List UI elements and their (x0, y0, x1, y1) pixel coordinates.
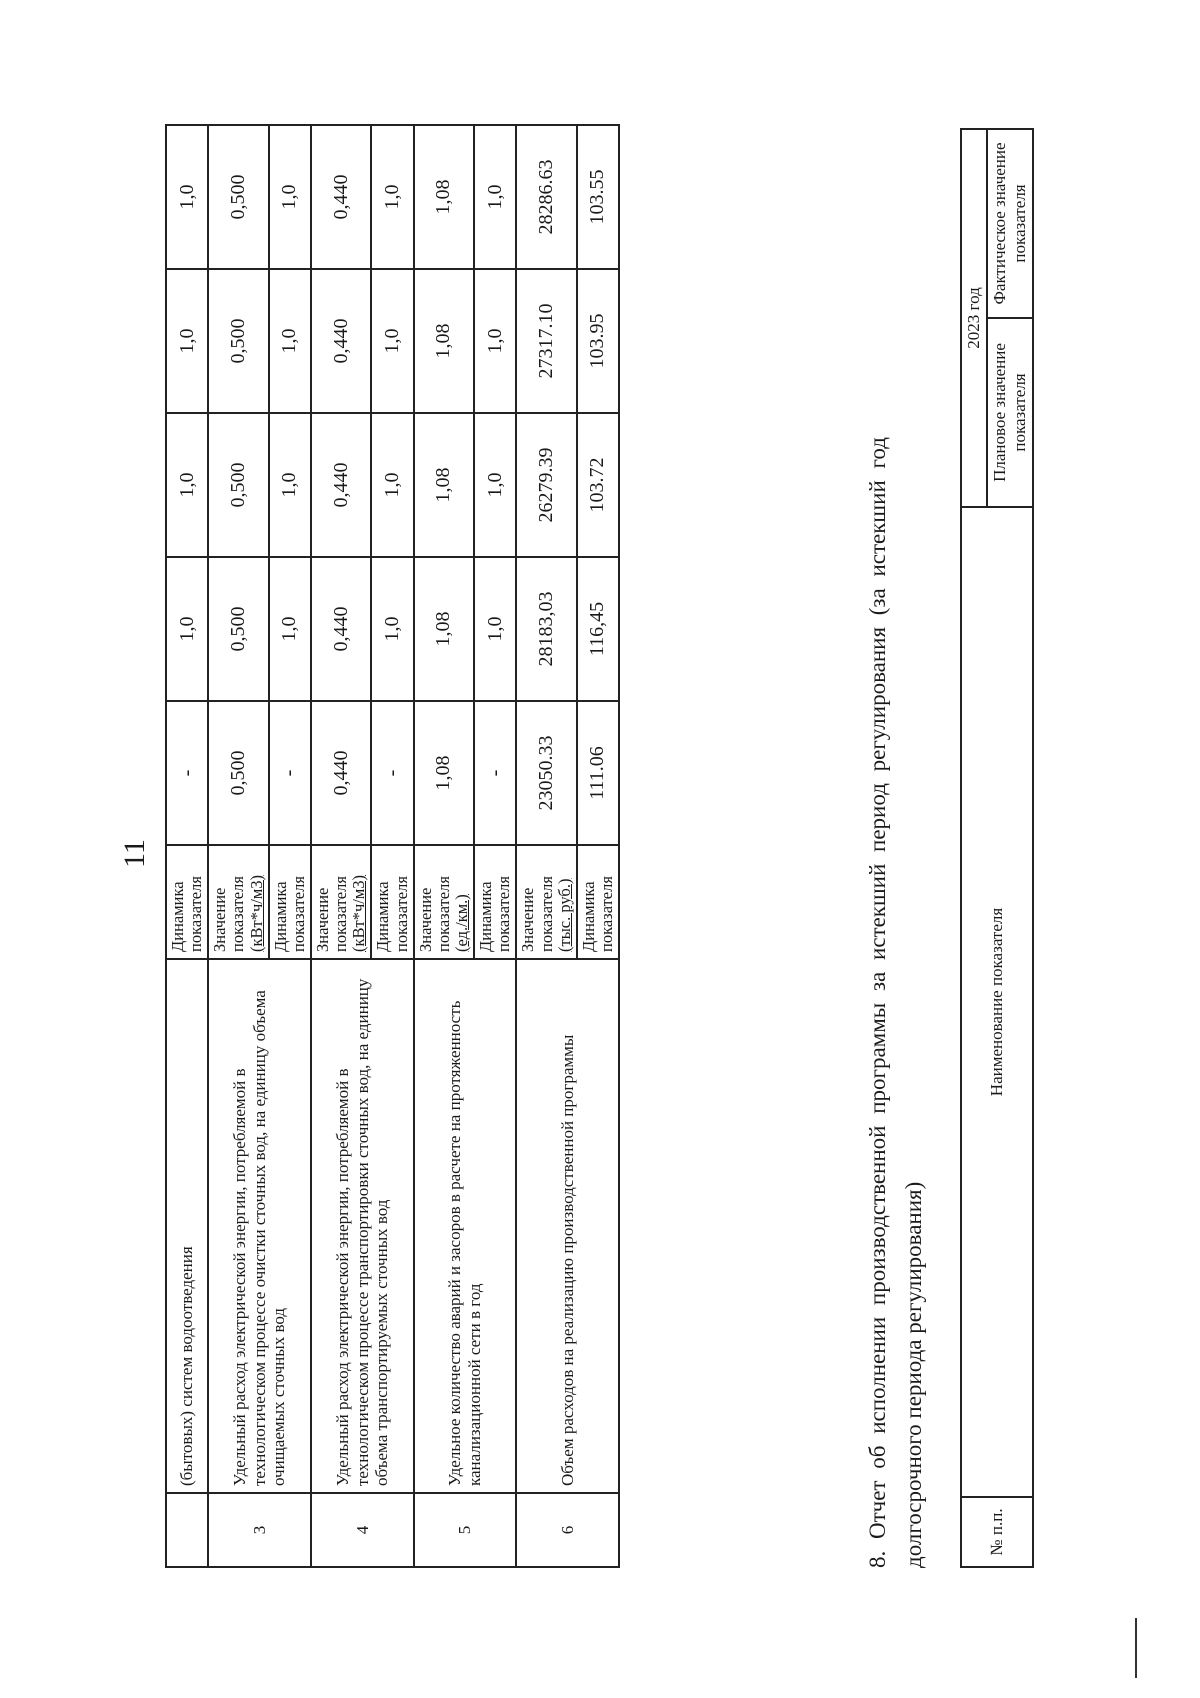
page-number: 11 (118, 839, 151, 868)
value-cell: 1,0 (269, 413, 311, 557)
planned-header: Плановое значение показателя (987, 318, 1033, 507)
value-cell: 1,0 (166, 269, 208, 413)
indicator-unit (516, 845, 576, 959)
value-cell: 0,500 (208, 125, 268, 269)
value-cell: 0,440 (311, 125, 371, 269)
value-cell: 27317.10 (516, 269, 576, 413)
value-cell: 1,08 (414, 125, 474, 269)
indicator-name: Объем расходов на реализацию производственной программы (516, 959, 619, 1493)
indicator-name: (бытовых) систем водоотведения (166, 959, 208, 1493)
unit-label: Значение показателя (312, 876, 351, 952)
row-number: 4 (311, 1493, 414, 1567)
section-8-heading (860, 128, 931, 1568)
value-cell: 26279.39 (516, 413, 576, 557)
value-cell: 1,0 (474, 125, 516, 269)
value-cell: 1,0 (371, 269, 413, 413)
value-cell: 28286.63 (516, 125, 576, 269)
value-cell: 1,0 (474, 557, 516, 701)
indicator-unit (577, 845, 619, 959)
unit-label: Динамика показателя (578, 876, 616, 952)
value-cell: 0,440 (311, 269, 371, 413)
unit-label: Значение показателя (210, 876, 248, 952)
year-header: 2023 год (961, 129, 987, 507)
col-number-header: № п.п. (961, 1497, 1033, 1567)
value-cell: 103.95 (577, 269, 619, 413)
value-cell: 23050.33 (516, 701, 576, 845)
value-cell: 1,0 (474, 413, 516, 557)
unit-label: Значение показателя (518, 876, 556, 952)
section-8-line-2: долгосрочного периода регулирования) (900, 1181, 926, 1568)
section-8-line-1: 8. Отчет об исполнении производственной программы за истекший период регулирования (за истекший год (865, 437, 890, 1568)
value-cell: 1,0 (371, 125, 413, 269)
table-row (414, 125, 474, 1567)
value-cell: - (474, 701, 516, 845)
value-cell: 1,0 (269, 125, 311, 269)
value-cell: 0,500 (208, 413, 268, 557)
value-cell: 103.72 (577, 413, 619, 557)
actual-header: Фактическое значение показателя (987, 129, 1033, 318)
indicator-unit: Динамика показателя (166, 845, 208, 959)
value-cell: 1,08 (414, 413, 474, 557)
unit-measure: (кВт*ч/м3) (349, 874, 369, 952)
indicator-unit (371, 845, 413, 959)
indicator-name: Удельное количество аварий и засоров в расчете на протяженность канализационной сети в год (414, 959, 517, 1493)
value-cell: 0,500 (208, 557, 268, 701)
report-table (960, 128, 1034, 1568)
table-row (208, 125, 268, 1567)
unit-label: Динамика показателя (373, 876, 411, 952)
value-cell: 1,0 (269, 269, 311, 413)
unit-label: Динамика показателя (270, 876, 308, 952)
indicators-table (165, 124, 620, 1568)
indicator-unit (474, 845, 516, 959)
value-cell: 1,0 (166, 557, 208, 701)
value-cell: 0,440 (311, 557, 371, 701)
table-row (516, 125, 576, 1567)
unit-measure: (тыс. руб.) (554, 878, 574, 952)
value-cell: 1,08 (414, 269, 474, 413)
value-cell: 1,0 (474, 269, 516, 413)
row-number: 3 (208, 1493, 311, 1567)
unit-measure: (кВт*ч/м3) (246, 874, 266, 952)
unit-label: Значение показателя (415, 876, 453, 952)
value-cell: - (166, 701, 208, 845)
value-cell: 1,0 (166, 413, 208, 557)
value-cell: - (371, 701, 413, 845)
value-cell: 116,45 (577, 557, 619, 701)
indicators-table-body (166, 125, 619, 1567)
value-cell: 111.06 (577, 701, 619, 845)
value-cell: 1,08 (414, 557, 474, 701)
table-row (166, 125, 208, 1567)
value-cell: 0,500 (208, 269, 268, 413)
value-cell: 103.55 (577, 125, 619, 269)
value-cell: 1,0 (166, 125, 208, 269)
indicator-name: Удельный расход электрической энергии, потребляемой в технологическом процессе очистки сточных вод, на единицу объема очищаемых сточных вод (208, 959, 311, 1493)
value-cell: 1,0 (371, 413, 413, 557)
indicator-name: Удельный расход электрической энергии, потребляемой в технологическом процессе транспортировки сточных вод, на единицу объема транспортируемых сточных вод (311, 959, 414, 1493)
footer-line (1135, 1618, 1137, 1678)
indicator-unit (414, 845, 474, 959)
table-row (311, 125, 371, 1567)
unit-measure: (ед./км.) (451, 894, 471, 952)
indicator-unit (311, 845, 371, 959)
value-cell: 0,500 (208, 701, 268, 845)
value-cell: 1,08 (414, 701, 474, 845)
indicator-unit (208, 845, 268, 959)
value-cell: 0,440 (311, 413, 371, 557)
value-cell: - (269, 701, 311, 845)
value-cell: 1,0 (269, 557, 311, 701)
value-cell: 1,0 (371, 557, 413, 701)
row-number: 5 (414, 1493, 517, 1567)
value-cell: 28183,03 (516, 557, 576, 701)
indicator-unit (269, 845, 311, 959)
value-cell: 0,440 (311, 701, 371, 845)
row-number: 6 (516, 1493, 619, 1567)
row-number (166, 1493, 208, 1567)
col-name-header: Наименование показателя (961, 507, 1033, 1497)
unit-label: Динамика показателя (476, 876, 514, 952)
